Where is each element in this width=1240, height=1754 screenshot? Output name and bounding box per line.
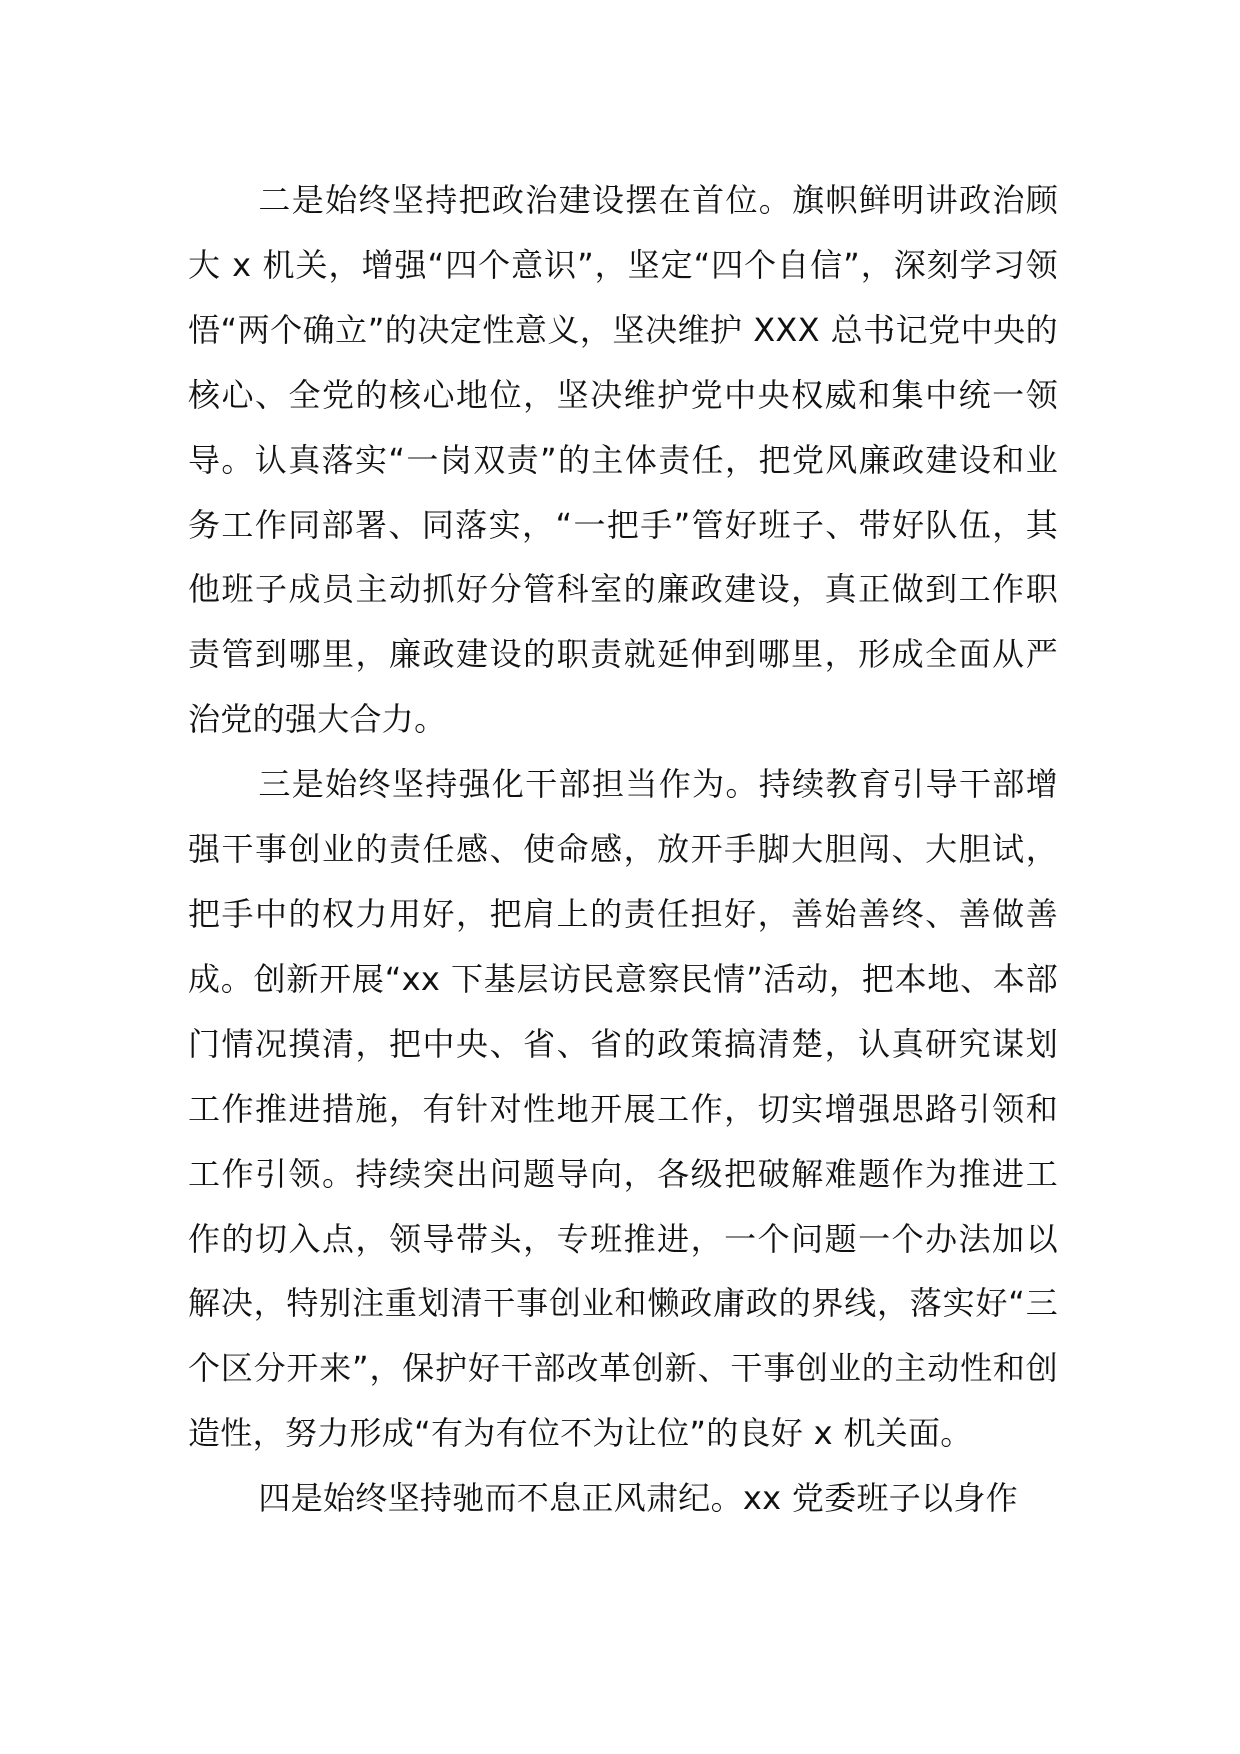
document-body — [188, 168, 1058, 1531]
paragraph-political-construction: 二是始终坚持把政治建设摆在首位。旗帜鲜明讲政治顾大 x 机关，增强“四个意识”，坚定“四个自信”，深刻学习领悟“两个确立”的决定性意义，坚决维护 XXX 总书记党中央的核心、全党的核心地位，坚决维护党中央权威和集中统一领导。认真落实“一岗双责”的主体责任，把党风廉政建设和业务工作同部署、同落实，“一把手”管好班子、带好队伍，其他班子成员主动抓好分管科室的廉政建设，真正做到工作职责管到哪里，廉政建设的职责就延伸到哪里，形成全面从严治党的强大合力。 — [188, 181, 1058, 739]
paragraph-cadre-responsibility: 三是始终坚持强化干部担当作为。持续教育引导干部增强干事创业的责任感、使命感，放开手脚大胆闯、大胆试，把手中的权力用好，把肩上的责任担好，善始善终、善做善成。创新开展“xx 下基层访民意察民情”活动，把本地、本部门情况摸清，把中央、省、省的政策搞清楚，认真研究谋划工作推进措施，有针对性地开展工作，切实增强思路引领和工作引领。持续突出问题导向，各级把破解难题作为推进工作的切入点，领导带头，专班推进，一个问题一个办法加以解决，特别注重划清干事创业和懒政庸政的界线，落实好“三个区分开来”，保护好干部改革创新、干事创业的主动性和创造性，努力形成“有为有位不为让位”的良好 x 机关面。 — [188, 765, 1058, 1453]
paragraph-discipline: 四是始终坚持驰而不息正风肃纪。xx 党委班子以身作 — [258, 1479, 1018, 1518]
